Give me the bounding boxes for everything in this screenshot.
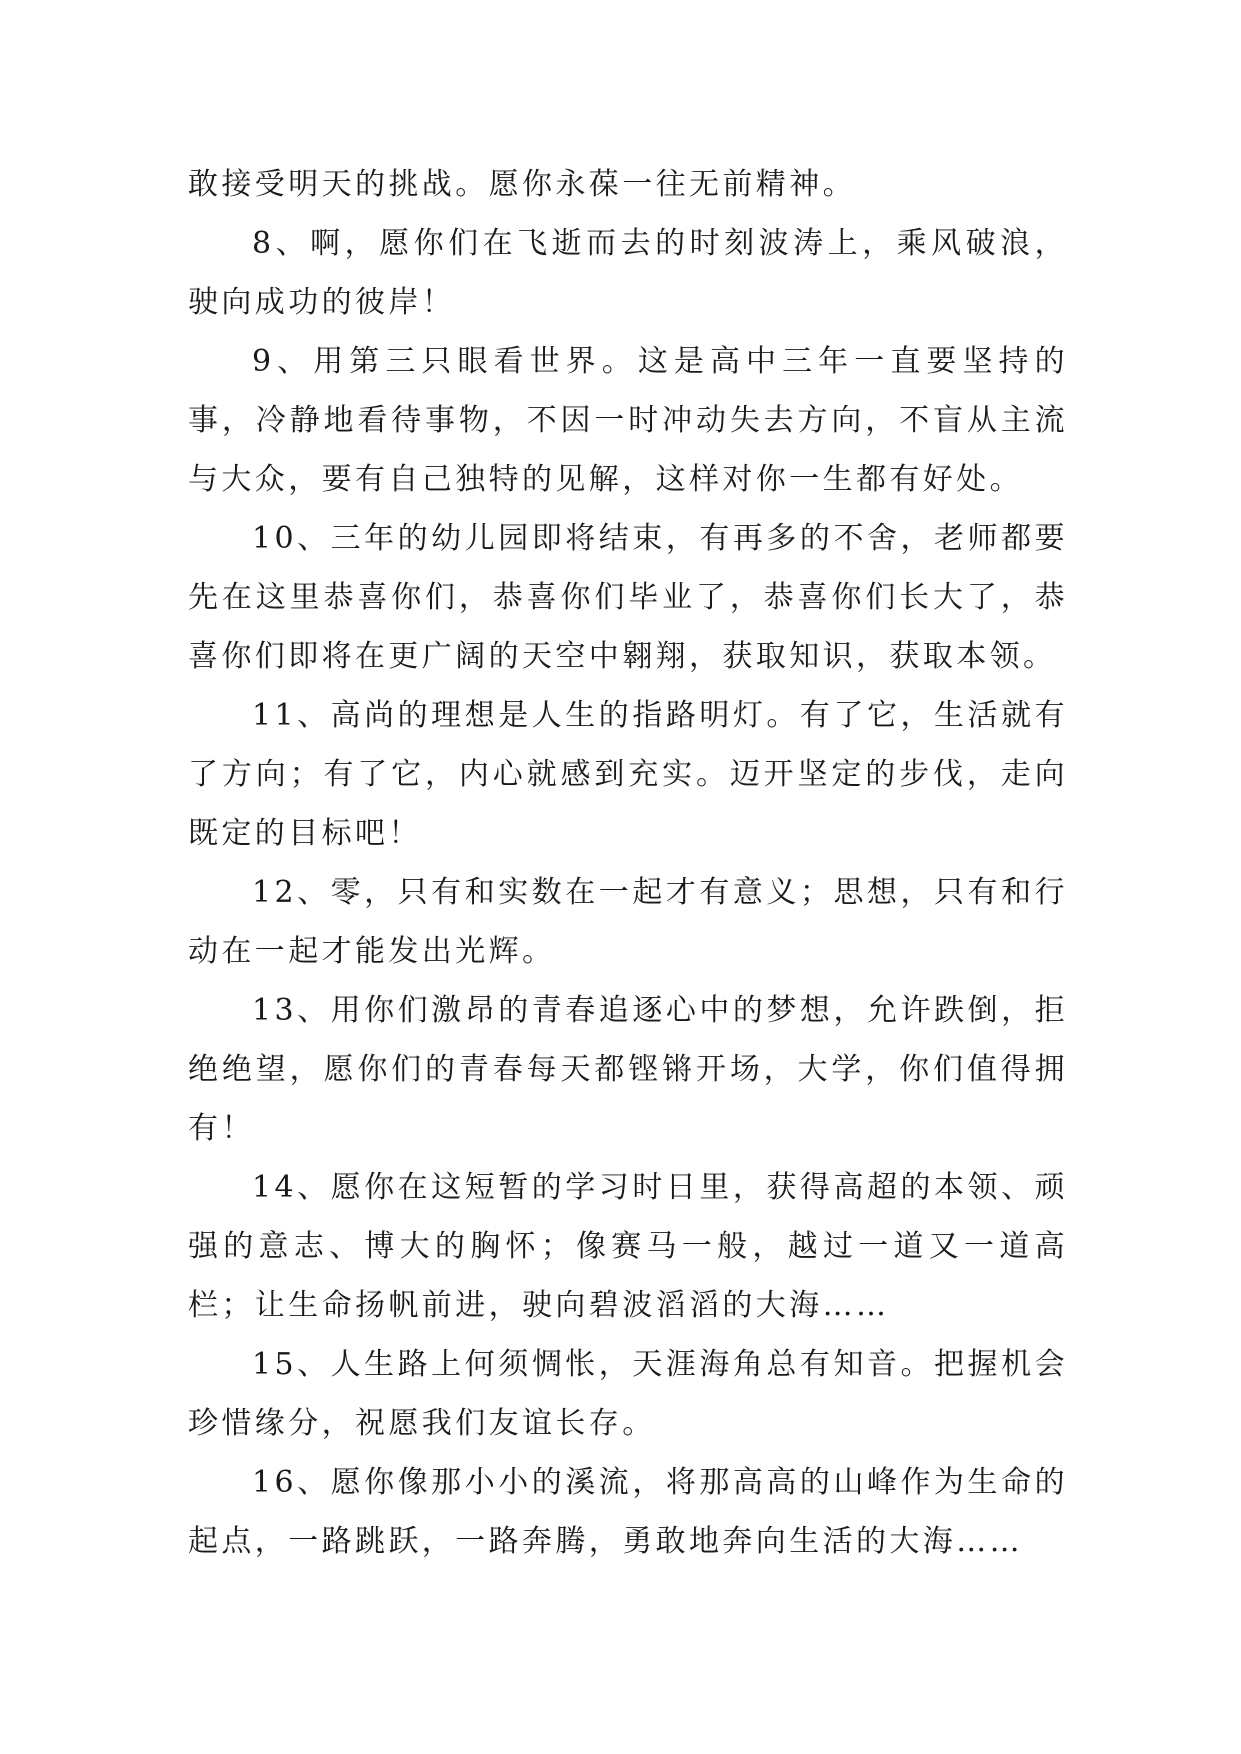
paragraph-item-8: 8、啊，愿你们在飞逝而去的时刻波涛上，乘风破浪，驶向成功的彼岸！ bbox=[188, 226, 1068, 320]
paragraph-item-16: 16、愿你像那小小的溪流，将那高高的山峰作为生命的起点，一路跳跃，一路奔腾，勇敢地奔向生活的大海…… bbox=[188, 1465, 1068, 1559]
paragraph-item-10: 10、三年的幼儿园即将结束，有再多的不舍，老师都要先在这里恭喜你们，恭喜你们毕业了，恭喜你们长大了，恭喜你们即将在更广阔的天空中翱翔，获取知识，获取本领。 bbox=[188, 521, 1068, 674]
document-body bbox=[188, 155, 1068, 1571]
paragraph-item-14: 14、愿你在这短暂的学习时日里，获得高超的本领、顽强的意志、博大的胸怀；像赛马一般，越过一道又一道高栏；让生命扬帆前进，驶向碧波滔滔的大海…… bbox=[188, 1170, 1068, 1323]
paragraph-continuation: 敢接受明天的挑战。愿你永葆一往无前精神。 bbox=[188, 167, 856, 202]
paragraph-item-12: 12、零，只有和实数在一起才有意义；思想，只有和行动在一起才能发出光辉。 bbox=[188, 875, 1068, 969]
paragraph-item-11: 11、高尚的理想是人生的指路明灯。有了它，生活就有了方向；有了它，内心就感到充实。迈开坚定的步伐，走向既定的目标吧！ bbox=[188, 698, 1068, 851]
paragraph-item-15: 15、人生路上何须惆怅，天涯海角总有知音。把握机会珍惜缘分，祝愿我们友谊长存。 bbox=[188, 1347, 1068, 1441]
paragraph-item-13: 13、用你们激昂的青春追逐心中的梦想，允许跌倒，拒绝绝望，愿你们的青春每天都铿锵开场，大学，你们值得拥有！ bbox=[188, 993, 1068, 1146]
paragraph-item-9: 9、用第三只眼看世界。这是高中三年一直要坚持的事，冷静地看待事物，不因一时冲动失去方向，不盲从主流与大众，要有自己独特的见解，这样对你一生都有好处。 bbox=[188, 344, 1068, 497]
